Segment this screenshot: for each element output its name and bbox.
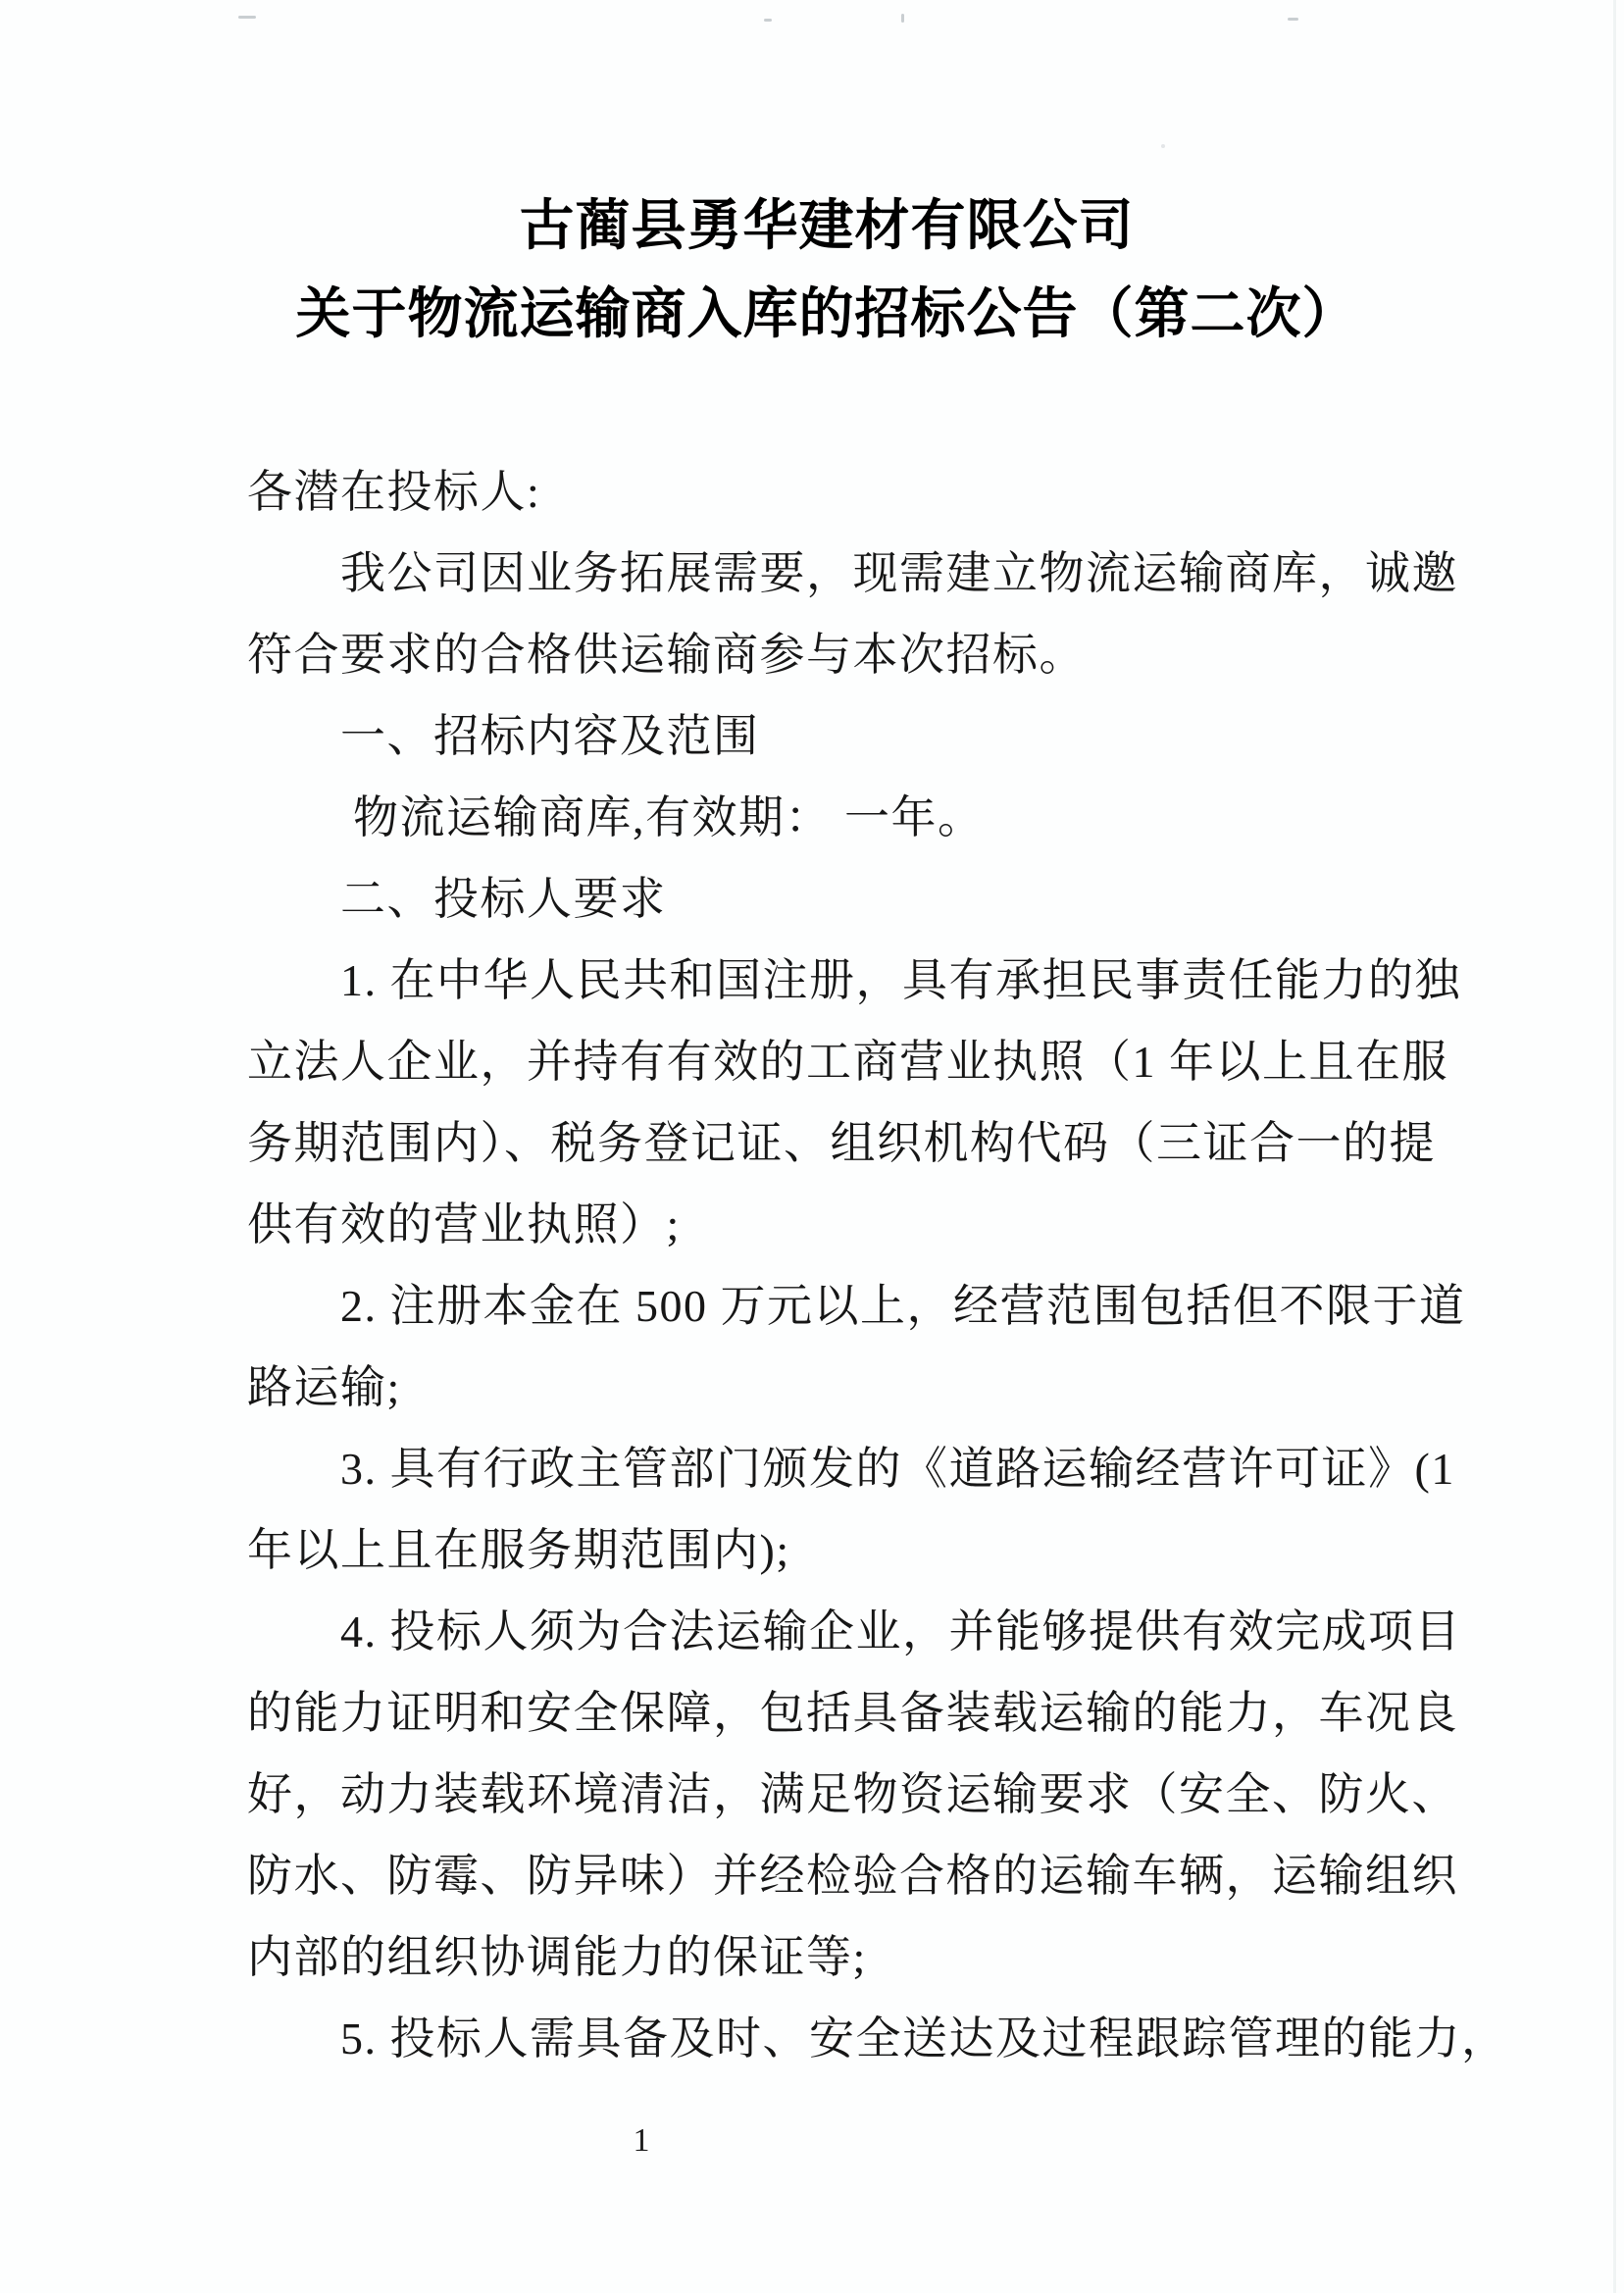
document-body [0, 451, 1624, 2079]
body-line: 各潜在投标人: [247, 467, 541, 517]
document-title-line1: 古蔺县勇华建材有限公司 [519, 196, 1135, 257]
scan-artifact [238, 16, 256, 19]
body-line: 防水、防霉、防异味）并经检验合格的运输车辆，运输组织 [247, 1851, 1458, 1901]
scan-artifact [1288, 18, 1298, 21]
scan-artifact [1161, 144, 1165, 148]
page-number: 1 [633, 2122, 650, 2159]
body-line: 务期范围内）、税务登记证、组织机构代码（三证合一的提 [247, 1118, 1436, 1168]
body-line: 年以上且在服务期范围内); [247, 1525, 790, 1575]
scan-edge-line [1613, 0, 1616, 2293]
body-line: 供有效的营业执照）; [247, 1199, 681, 1249]
body-line: 路运输; [247, 1362, 401, 1412]
scan-artifact [901, 14, 904, 23]
body-line: 1. 在中华人民共和国注册，具有承担民事责任能力的独 [247, 955, 1461, 1005]
body-line: 一、招标内容及范围 [247, 711, 760, 761]
body-line: 4. 投标人须为合法运输企业，并能够提供有效完成项目 [247, 1606, 1461, 1656]
body-line: 的能力证明和安全保障，包括具备装载运输的能力，车况良 [247, 1688, 1458, 1738]
document-title [0, 0, 1624, 359]
scan-artifact [764, 19, 772, 22]
body-line: 立法人企业，并持有有效的工商营业执照（1 年以上且在服 [247, 1037, 1448, 1087]
body-line: 2. 注册本金在 500 万元以上，经营范围包括但不限于道 [247, 1281, 1466, 1331]
body-line: 3. 具有行政主管部门颁发的《道路运输经营许可证》(1 [247, 1444, 1455, 1494]
body-line: 物流运输商库,有效期： 一年。 [247, 792, 985, 842]
body-line: 好，动力装载环境清洁，满足物资运输要求（安全、防火、 [247, 1769, 1458, 1819]
body-line: 5. 投标人需具备及时、安全送达及过程跟踪管理的能力， [247, 2013, 1508, 2064]
body-line: 我公司因业务拓展需要，现需建立物流运输商库，诚邀 [247, 548, 1458, 598]
body-line: 二、投标人要求 [247, 874, 667, 924]
body-line: 内部的组织协调能力的保证等; [247, 1932, 867, 1982]
body-line: 符合要求的合格供运输商参与本次招标。 [247, 630, 1086, 680]
document-title-line2: 关于物流运输商入库的招标公告（第二次） [295, 284, 1358, 345]
